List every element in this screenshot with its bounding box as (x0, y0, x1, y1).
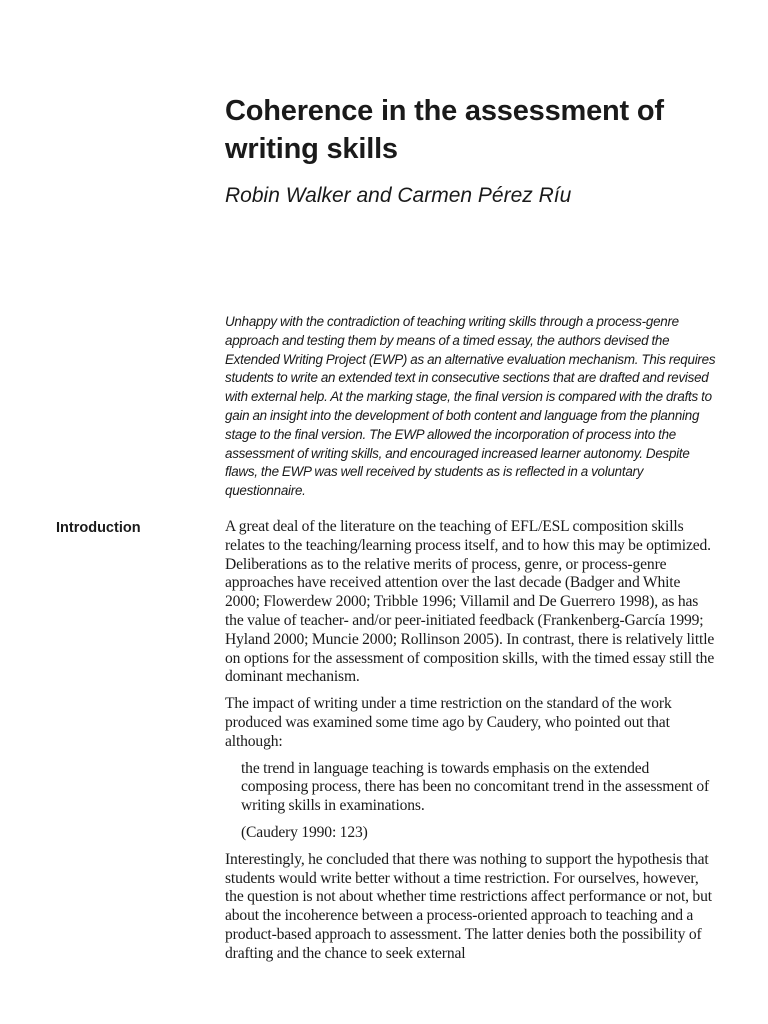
quote-citation: (Caudery 1990: 123) (241, 823, 368, 841)
article-authors: Robin Walker and Carmen Pérez Ríu (225, 184, 572, 207)
article-title: Coherence in the assessment of writing skills (225, 95, 664, 165)
introduction-paragraph-3: Interestingly, he concluded that there was nothing to support the hypothesis that students would write better without a time restriction. For ourselves, however, the question is not about whether time restrictions affect performance or not, but about the incoherence between a process-oriented approach to teaching and a product-based approach to assessment. The latter denies both the possibility of drafting and the chance to seek external (225, 850, 712, 962)
section-heading-introduction: Introduction (56, 520, 141, 536)
block-quote: the trend in language teaching is towards emphasis on the extended composing process, there has been no concomitant trend in the assessment of writing skills in examinations. (241, 759, 710, 815)
introduction-paragraph-2: The impact of writing under a time restriction on the standard of the work produced was examined some time ago by Caudery, who pointed out that although: (225, 695, 672, 750)
article-abstract: Unhappy with the contradiction of teaching writing skills through a process-genre approach and testing them by means of a timed essay, the authors devised the Extended Writing Project (EWP) as an alternative evaluation mechanism. This requires students to write an extended text in consecutive sections that are drafted and revised with external help. At the marking stage, the final version is compared with the drafts to gain an insight into the development of both content and language from the planning stage to the final version. The EWP allowed the incorporation of process into the assessment of writing skills, and encouraged increased learner autonomy. Despite flaws, the EWP was well received by students as is reflected in a voluntary questionnaire. (225, 314, 716, 499)
introduction-paragraph-1: A great deal of the literature on the teaching of EFL/ESL composition skills relates to the teaching/learning process itself, and to how this may be optimized. Deliberations as to the relative merits of process, genre, or process-genre approaches have received attention over the last decade (Badger and White 2000; Flowerdew 2000; Tribble 1996; Villamil and De Guerrero 1998), as has the value of teacher- and/or peer-initiated feedback (Frankenberg-García 1999; Hyland 2000; Muncie 2000; Rollinson 2005). In contrast, there is relatively little on options for the assessment of composition skills, with the timed essay still the dominant mechanism. (225, 518, 715, 686)
introduction-body (225, 518, 715, 972)
